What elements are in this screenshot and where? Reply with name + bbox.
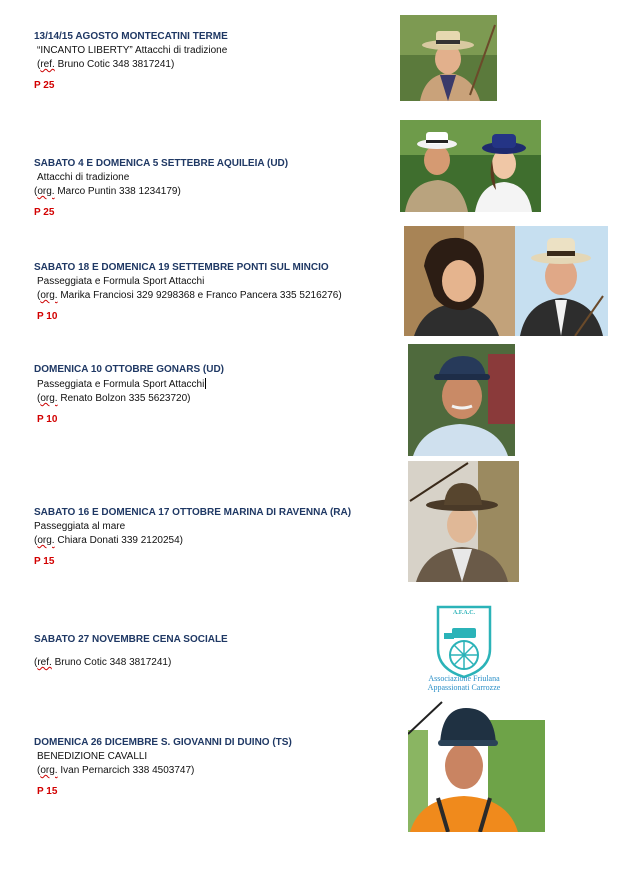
event-6 (34, 634, 394, 668)
logo-name (408, 674, 520, 692)
event-points: P 15 (34, 556, 55, 567)
event-contact: (org. Marika Franciosi 329 9298368 e Franco Pancera 335 5216276) (37, 290, 342, 301)
event-contact: (org. Ivan Pernarcich 338 4503747) (37, 765, 195, 776)
event-2 (34, 158, 394, 218)
logo-name-line2: Appassionati Carrozze (427, 683, 501, 692)
event-4 (34, 364, 394, 425)
event-contact: (org. Marco Puntin 338 1234179) (34, 186, 181, 197)
contact-text: Marco Puntin 338 1234179) (54, 186, 181, 197)
contact-prefix: org. (40, 765, 58, 776)
logo-name-line1: Associazione Friulana (428, 674, 500, 683)
photo-woman-hat (408, 461, 519, 582)
event-3 (34, 262, 394, 322)
event-description: Passeggiata e Formula Sport Attacchi (37, 379, 205, 390)
contact-prefix: ref. (40, 59, 55, 70)
photo-man-helmet (408, 700, 545, 832)
contact-prefix: org. (40, 290, 58, 301)
event-contact: (ref. Bruno Cotic 348 3817241) (37, 59, 175, 70)
contact-prefix: org. (37, 535, 55, 546)
photo-man-cream-hat (515, 226, 608, 336)
contact-text: Renato Bolzon 335 5623720) (57, 393, 191, 404)
event-points: P 25 (34, 207, 55, 218)
event-description: Passeggiata e Formula Sport Attacchi (37, 276, 205, 287)
event-contact: (org. Chiara Donati 339 2120254) (34, 535, 184, 546)
contact-text: Ivan Pernarcich 338 4503747) (57, 765, 195, 776)
logo-acronym: A.F.A.C. (452, 610, 476, 616)
contact-prefix: org. (37, 186, 55, 197)
event-title: DOMENICA 26 DICEMBRE S. GIOVANNI DI DUINO (TS) (34, 737, 292, 748)
event-description: Attacchi di tradizione (37, 172, 130, 183)
event-1 (34, 31, 394, 91)
contact-prefix: org. (40, 393, 58, 404)
photo-man-straw-hat (400, 15, 497, 101)
event-points: P 15 (37, 786, 58, 797)
photo-woman (404, 226, 515, 336)
event-points: P 10 (37, 414, 58, 425)
event-description: BENEDIZIONE CAVALLI (37, 751, 148, 762)
event-5 (34, 507, 394, 567)
event-title: SABATO 16 E DOMENICA 17 OTTOBRE MARINA DI RAVENNA (RA) (34, 507, 352, 518)
contact-text: Chiara Donati 339 2120254) (54, 535, 184, 546)
contact-text: Marika Franciosi 329 9298368 e Franco Pancera 335 5216276) (57, 290, 342, 301)
event-title: 13/14/15 AGOSTO MONTECATINI TERME (34, 31, 228, 42)
event-contact: (org. Renato Bolzon 335 5623720) (37, 393, 191, 404)
event-title: DOMENICA 10 OTTOBRE GONARS (UD) (34, 364, 225, 375)
photo-man-cap (408, 344, 515, 456)
event-points: P 25 (34, 80, 55, 91)
photo-couple-hats (400, 120, 541, 212)
event-contact: (ref. Bruno Cotic 348 3817241) (34, 657, 172, 668)
event-title: SABATO 27 NOVEMBRE CENA SOCIALE (34, 634, 228, 645)
event-points: P 10 (37, 311, 58, 322)
text-cursor (205, 378, 206, 389)
event-title: SABATO 18 E DOMENICA 19 SETTEMBRE PONTI SUL MINCIO (34, 262, 329, 273)
event-title: SABATO 4 E DOMENICA 5 SETTEBRE AQUILEIA (UD) (34, 158, 289, 169)
event-7 (34, 737, 394, 797)
contact-text: Bruno Cotic 348 3817241) (54, 59, 175, 70)
contact-prefix: ref. (37, 657, 52, 668)
afac-logo (408, 603, 520, 697)
event-description: “INCANTO LIBERTY” Attacchi di tradizione (37, 45, 228, 56)
contact-text: Bruno Cotic 348 3817241) (51, 657, 172, 668)
event-description: Passeggiata al mare (34, 521, 126, 532)
